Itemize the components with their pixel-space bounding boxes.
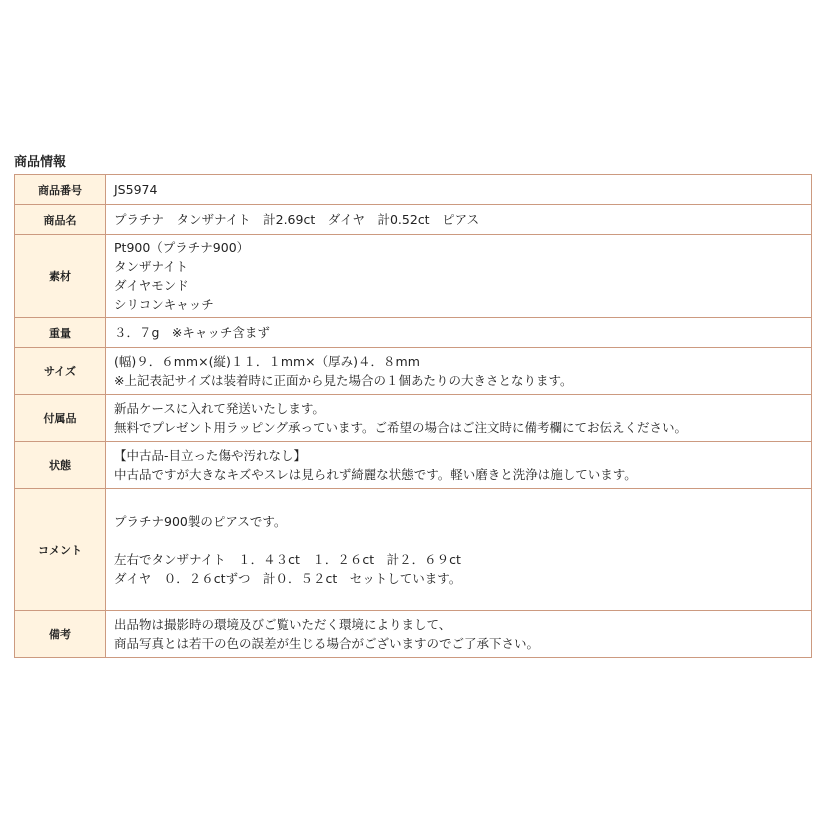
value-product-number <box>106 175 812 205</box>
value-material <box>106 235 812 318</box>
blank-line <box>114 531 805 550</box>
value-product-name <box>106 205 812 235</box>
value-weight <box>106 318 812 348</box>
value-line: プラチナ タンザナイト 計2.69ct ダイヤ 計0.52ct ピアス <box>114 212 480 227</box>
value-line: ３．７g ※キャッチ含まず <box>114 325 270 340</box>
value-line: 中古品ですが大きなキズやスレは見られず綺麗な状態です。軽い磨きと洗浄は施しています。 <box>114 467 637 482</box>
value-line: 無料でプレゼント用ラッピング承っています。ご希望の場合はご注文時に備考欄にてお伝えください。 <box>114 420 688 435</box>
value-line: ダイヤモンド <box>114 278 189 293</box>
value-condition <box>106 442 812 489</box>
label-material: 素材 <box>15 235 106 318</box>
row-material <box>15 235 812 318</box>
value-remarks <box>106 611 812 658</box>
value-line: (幅)９．６mm×(縦)１１．１mm×（厚み)４．８mm <box>114 354 420 369</box>
value-comment <box>106 489 812 611</box>
product-info-table <box>14 174 812 658</box>
value-size <box>106 348 812 395</box>
value-line: 新品ケースに入れて発送いたします。 <box>114 401 325 416</box>
label-remarks: 備考 <box>15 611 106 658</box>
label-condition: 状態 <box>15 442 106 489</box>
row-product-name <box>15 205 812 235</box>
value-line: シリコンキャッチ <box>114 297 214 312</box>
row-accessories <box>15 395 812 442</box>
value-line: 出品物は撮影時の環境及びご覧いただく環境によりまして、 <box>114 617 452 632</box>
row-comment <box>15 489 812 611</box>
label-weight: 重量 <box>15 318 106 348</box>
label-size: サイズ <box>15 348 106 395</box>
value-line: 商品写真とは若干の色の誤差が生じる場合がございますのでご了承下さい。 <box>114 636 540 651</box>
value-line: ダイヤ ０．２６ctずつ 計０．５２ct セットしています。 <box>114 570 462 586</box>
row-weight <box>15 318 812 348</box>
label-comment: コメント <box>15 489 106 611</box>
value-line: タンザナイト <box>114 259 189 274</box>
value-line: ※上記表記サイズは装着時に正面から見た場合の１個あたりの大きさとなります。 <box>114 373 573 388</box>
section-title: 商品情報 <box>14 155 67 170</box>
row-size <box>15 348 812 395</box>
value-line: Pt900（プラチナ900） <box>114 240 250 255</box>
value-line: プラチナ900製のピアスです。 <box>114 513 287 529</box>
row-condition <box>15 442 812 489</box>
row-remarks <box>15 611 812 658</box>
value-line: 【中古品-目立った傷や汚れなし】 <box>114 448 307 463</box>
value-line: JS5974 <box>114 182 158 197</box>
label-accessories: 付属品 <box>15 395 106 442</box>
label-product-name: 商品名 <box>15 205 106 235</box>
value-accessories <box>106 395 812 442</box>
value-line: 左右でタンザナイト １．４３ct １．２６ct 計２．６９ct <box>114 551 461 567</box>
row-product-number <box>15 175 812 205</box>
label-product-number: 商品番号 <box>15 175 106 205</box>
